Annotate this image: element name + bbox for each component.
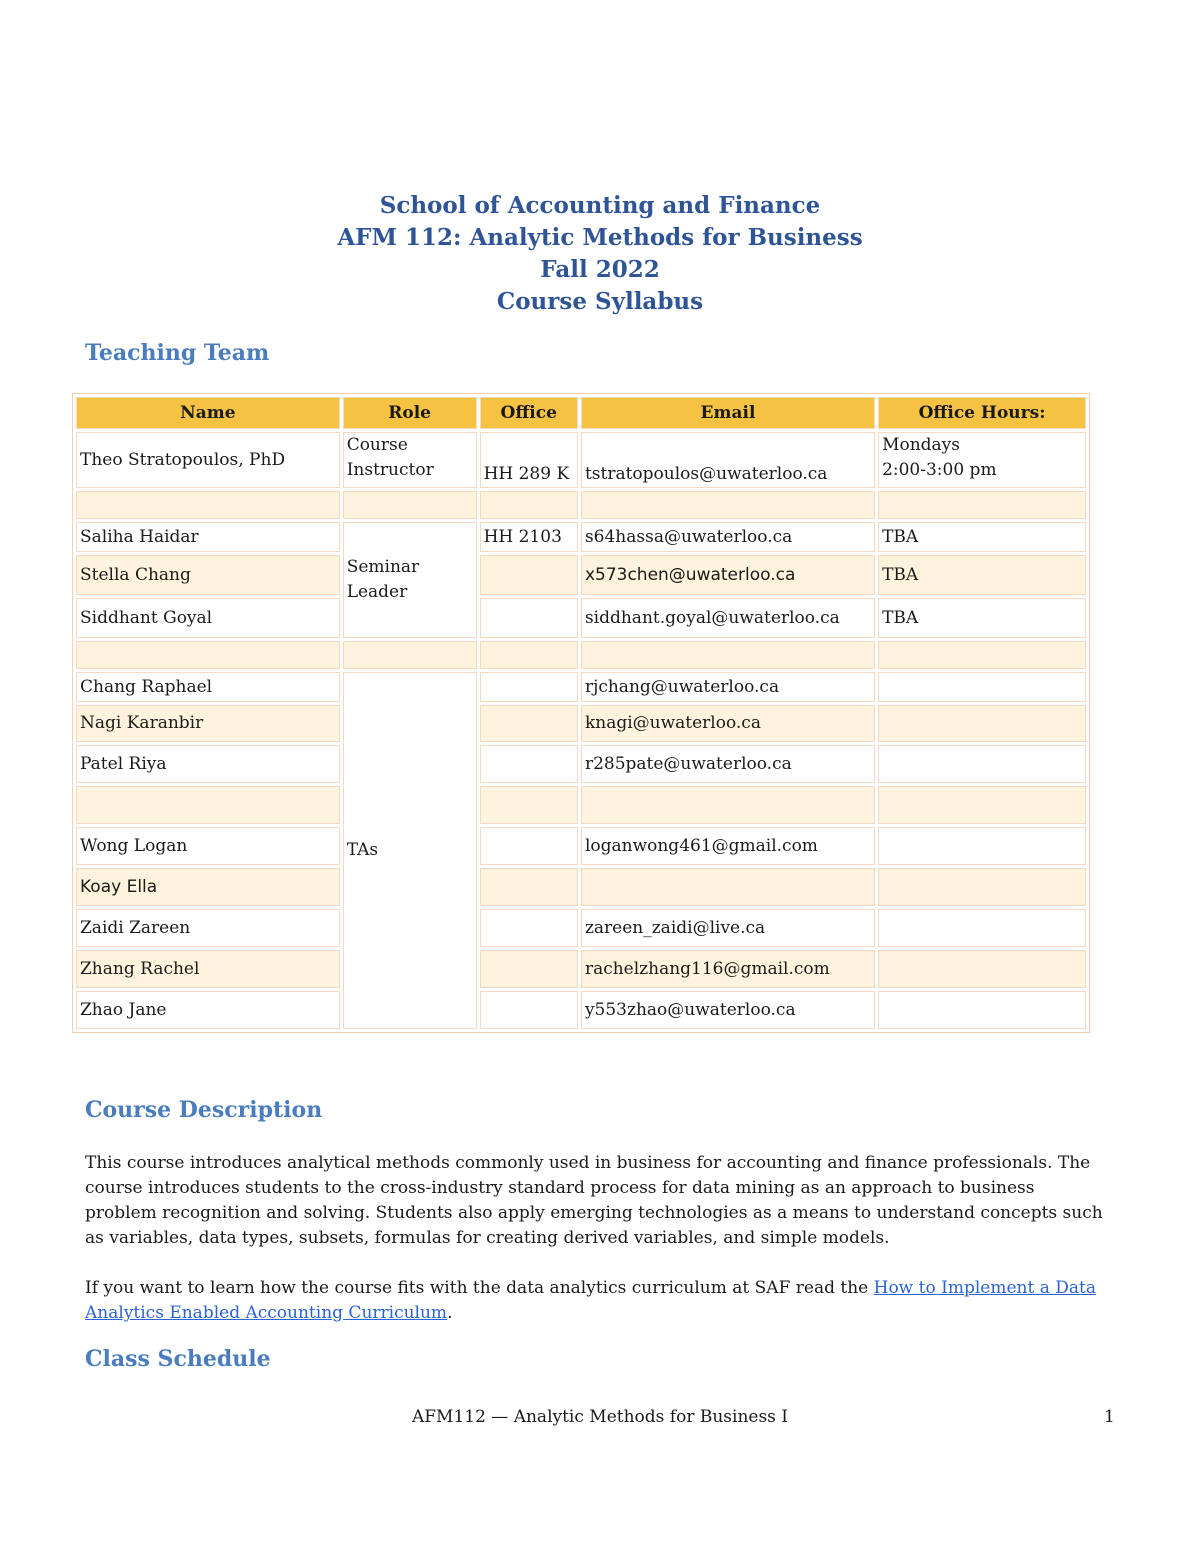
person-office [480,786,578,824]
term: Fall 2022 [540,256,660,283]
table-row [76,991,1086,1029]
instructor-office: HH 289 K [480,432,578,488]
office-hours-day: Mondays [882,435,960,455]
person-office-hours [878,991,1086,1029]
person-name: Koay Ella [76,868,340,906]
person-office [480,598,578,638]
person-office [480,555,578,595]
person-email: loganwong461@gmail.com [581,827,875,865]
person-email: x573chen@uwaterloo.ca [581,555,875,595]
table-row [76,672,1086,702]
person-email [581,868,875,906]
document-type: Course Syllabus [496,288,704,315]
course-description-text: This course introduces analytical methods commonly used in business for accounting and finance professionals. The course introduces students to the cross-industry standard process for data mining as an approach to business problem recognition and solving. Students also apply emerging technologies as a means to understand concepts such as variables, data types, subsets, formulas for creating derived variables, and simple models. [85,1153,1103,1248]
person-name: Nagi Karanbir [76,705,340,742]
person-office-hours: TBA [878,522,1086,552]
person-name: Chang Raphael [76,672,340,702]
person-email: s64hassa@uwaterloo.ca [581,522,875,552]
instructor-email: tstratopoulos@uwaterloo.ca [581,432,875,488]
page-number: 1 [1104,1407,1115,1427]
table-row [76,950,1086,988]
person-office [480,991,578,1029]
person-office-hours [878,745,1086,783]
person-office [480,827,578,865]
table-row [76,868,1086,906]
person-name: Siddhant Goyal [76,598,340,638]
person-email: zareen_zaidi@live.ca [581,909,875,947]
column-header: Office [480,397,578,429]
person-office-hours [878,827,1086,865]
page-footer: AFM112 — Analytic Methods for Business I [411,1407,789,1427]
teaching-team-heading: Teaching Team [85,340,270,366]
column-header: Office Hours: [878,397,1086,429]
instructor-role: Course Instructor [343,432,477,488]
instructor-office-hours [878,432,1086,488]
person-office-hours [878,909,1086,947]
column-header: Email [581,397,875,429]
table-row-spacer [76,641,1086,669]
person-office [480,672,578,702]
person-office-hours [878,868,1086,906]
person-name: Zaidi Zareen [76,909,340,947]
person-name [76,786,340,824]
column-header: Role [343,397,477,429]
person-email: siddhant.goyal@uwaterloo.ca [581,598,875,638]
person-name: Zhao Jane [76,991,340,1029]
curriculum-text-end: . [447,1303,453,1323]
person-office-hours [878,705,1086,742]
curriculum-link[interactable]: How to Implement a Data Analytics Enabled Accounting Curriculum [85,1278,1096,1323]
document-title-block [0,190,1200,318]
table-row [76,705,1086,742]
table-row [76,786,1086,824]
person-office-hours [878,950,1086,988]
table-row [76,555,1086,595]
person-office-hours [878,786,1086,824]
person-office-hours: TBA [878,598,1086,638]
course-title: AFM 112: Analytic Methods for Business [337,224,863,251]
curriculum-paragraph [85,1276,1110,1326]
table-header-row [76,397,1086,429]
table-row [76,827,1086,865]
person-email: r285pate@uwaterloo.ca [581,745,875,783]
person-office-hours: TBA [878,555,1086,595]
person-office [480,745,578,783]
person-email: y553zhao@uwaterloo.ca [581,991,875,1029]
person-name: Stella Chang [76,555,340,595]
person-office [480,909,578,947]
table-row-instructor [76,432,1086,488]
table-row [76,522,1086,552]
table-row [76,909,1086,947]
person-office [480,705,578,742]
person-email [581,786,875,824]
person-office [480,868,578,906]
course-description-heading: Course Description [85,1097,323,1123]
table-row-spacer [76,491,1086,519]
curriculum-text: If you want to learn how the course fits with the data analytics curriculum at SAF read the [85,1278,874,1298]
column-header: Name [76,397,340,429]
person-office-hours [878,672,1086,702]
office-hours-time: 2:00-3:00 pm [882,460,997,480]
person-email: knagi@uwaterloo.ca [581,705,875,742]
table-row [76,745,1086,783]
person-name: Patel Riya [76,745,340,783]
person-email: rjchang@uwaterloo.ca [581,672,875,702]
teaching-team-table [72,393,1090,1033]
instructor-name: Theo Stratopoulos, PhD [76,432,340,488]
person-name: Saliha Haidar [76,522,340,552]
person-name: Zhang Rachel [76,950,340,988]
person-email: rachelzhang116@gmail.com [581,950,875,988]
school-name: School of Accounting and Finance [379,192,821,219]
seminar-leader-role: Seminar Leader [343,522,477,638]
table-row [76,598,1086,638]
ta-role: TAs [343,672,477,1029]
person-office: HH 2103 [480,522,578,552]
class-schedule-heading: Class Schedule [85,1346,271,1372]
person-name: Wong Logan [76,827,340,865]
person-office [480,950,578,988]
